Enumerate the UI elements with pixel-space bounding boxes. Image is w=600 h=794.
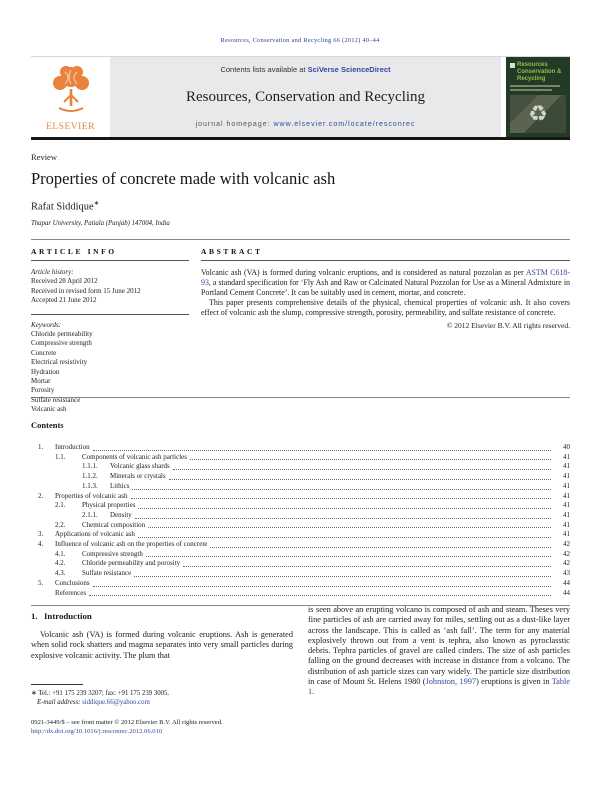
toc-label: Minerals or crystals [110,472,166,481]
toc-entry[interactable] [31,511,570,521]
toc-entry[interactable] [31,540,570,550]
keywords-label: Keywords: [31,320,62,329]
abstract-text: , a standard specification for ‘Fly Ash and Raw or Calcinated Natural Pozzolan for Use as a Mineral Admixture in Portland Cement Concrete’. It can be suitably used in cement, mortar, and concrete. [201,278,570,297]
toc-entry[interactable] [31,559,570,569]
article-info-section [31,247,189,414]
toc-label: Chloride permeability and porosity [82,559,181,568]
article-title-section [31,152,570,240]
section-number: 1. [31,611,38,621]
toc-entry[interactable] [31,462,570,472]
keyword-item: Electrical resistivity [31,358,88,367]
issn-line: 0921-3449/$ – see front matter © 2012 Elsevier B.V. All rights reserved. [31,719,223,726]
abstract-paragraph-2: This paper presents comprehensive details of the physical, chemical properties of volcanic ash. It also covers effect of volcanic ash the slump, compressive strength, porosity, permeability, and sulfate resistance of concrete. [201,298,570,317]
toc-leader-dots [93,443,551,451]
toc-entry[interactable] [31,589,570,599]
abstract-paragraph-1 [201,268,570,298]
toc-list [31,443,570,598]
contents-availability-line [220,65,390,74]
journal-title: Resources, Conservation and Recycling [185,89,426,105]
toc-page-number: 42 [563,540,570,549]
toc-label: Compressive strength [82,549,143,558]
body-text: ) eruptions is given in [476,677,552,687]
toc-entry[interactable] [31,453,570,463]
keyword-item: Compressive strength [31,339,92,348]
toc-page-number: 41 [563,491,570,500]
toc-leader-dots [173,462,551,470]
toc-page-number: 41 [563,452,570,461]
keyword-item: Mortar [31,377,51,386]
toc-page-number: 44 [563,578,570,587]
toc-label: Conclusions [55,578,90,587]
footnote-email-line [31,698,293,707]
toc-page-number: 41 [563,462,570,471]
table-of-contents-section [31,420,570,606]
article-type-label: Review [31,152,57,162]
cover-artwork [510,95,566,133]
copyright-notice: © 2012 Elsevier B.V. All rights reserved. [446,321,570,330]
article-info-heading: ARTICLE INFO [31,247,189,261]
cover-editor-line [510,85,560,87]
toc-number: 3. [38,530,44,539]
toc-leader-dots [89,589,551,597]
article-history-list [31,277,189,305]
toc-leader-dots [135,511,551,519]
elsevier-logo [31,57,110,137]
abstract-text: Volcanic ash (VA) is formed during volcanic eruptions, and is considered as natural pozzolan as per [201,268,526,277]
toc-leader-dots [210,540,551,548]
toc-entry[interactable] [31,501,570,511]
toc-leader-dots [183,559,551,567]
toc-number: 4. [38,540,44,549]
toc-page-number: 41 [563,520,570,529]
footnote-tel: ∗ Tel.: +91 175 239 3207; fax: +91 175 239 3005. [31,690,170,697]
toc-label: Physical properties [82,501,136,510]
toc-leader-dots [132,482,551,490]
cover-title-line: Recycling [517,76,546,82]
cover-title-line: Conservation & [517,69,562,75]
journal-citation: Resources, Conservation and Recycling 66 (2012) 40–44 [220,37,380,44]
history-item: Received in revised form 15 June 2012 [31,286,141,295]
keyword-item: Sulfate resistance [31,395,81,404]
toc-label: Components of volcanic ash particles [82,452,187,461]
elsevier-tree-icon [44,62,98,121]
toc-label: References [55,588,87,597]
abstract-section [201,247,570,397]
toc-number: 1. [38,443,44,451]
cover-editor-line [510,89,552,91]
toc-leader-dots [169,472,551,480]
toc-number: 2.2. [55,520,66,529]
toc-entry[interactable] [31,521,570,531]
toc-label: Volcanic glass shards [110,462,170,471]
keyword-item: Chloride permeability [31,330,93,339]
toc-number: 4.2. [55,559,66,568]
toc-page-number: 41 [563,530,570,539]
toc-entry[interactable] [31,569,570,579]
toc-leader-dots [138,501,551,509]
toc-leader-dots [131,492,551,500]
keyword-item: Porosity [31,386,55,395]
author-affiliation: Thapar University, Patiala (Punjab) 147004, India [31,219,170,227]
toc-page-number: 44 [563,588,570,597]
section-title: Introduction [44,611,92,621]
footnote-rule [31,684,83,685]
journal-homepage-link[interactable]: www.elsevier.com/locate/resconrec [273,121,416,128]
history-item: Accepted 21 June 2012 [31,296,97,305]
toc-number: 1.1.2. [82,472,98,481]
toc-leader-dots [138,530,551,538]
toc-number: 2. [38,491,44,500]
keyword-item: Hydration [31,367,60,376]
cover-logo-mark [510,63,515,68]
toc-page-number: 41 [563,472,570,481]
toc-number: 1.1. [55,452,66,461]
toc-entry[interactable] [31,443,570,453]
toc-page-number: 41 [563,501,570,510]
citation-link-johnston[interactable]: Johnston, 1997 [425,677,477,687]
toc-label: Sulfate resistance [82,569,132,578]
toc-page-number: 41 [563,510,570,519]
toc-entry[interactable] [31,579,570,589]
journal-cover-thumbnail [506,57,570,137]
right-column [308,605,570,698]
contents-availability-text: Contents lists available at [220,65,308,74]
toc-number: 5. [38,578,44,587]
toc-label: Introduction [55,443,90,451]
keywords-list [31,330,189,415]
toc-leader-dots [148,521,551,529]
toc-page-number: 40 [563,443,570,451]
body-text: . [312,687,315,697]
toc-leader-dots [146,550,551,558]
toc-number: 1.1.1. [82,462,98,471]
keywords-divider [31,314,189,315]
keyword-item: Volcanic ash [31,405,67,414]
keyword-item: Concrete [31,348,57,357]
section-heading [31,611,293,621]
toc-label: Density [110,510,132,519]
contents-heading: Contents [31,420,64,430]
toc-page-number: 43 [563,569,570,578]
toc-label: Properties of volcanic ash [55,491,128,500]
sciverse-sciencedirect-link[interactable]: SciVerse ScienceDirect [307,65,391,74]
journal-header [31,56,570,140]
toc-entry[interactable] [31,492,570,502]
toc-entry[interactable] [31,482,570,492]
toc-number: 1.1.3. [82,481,98,490]
issn-copyright-block [31,718,351,736]
toc-entry[interactable] [31,550,570,560]
toc-leader-dots [93,579,551,587]
author-name: Rafat Siddique [31,201,94,213]
toc-label: Applications of volcanic ash [55,530,135,539]
toc-page-number: 42 [563,559,570,568]
footnote-email-link[interactable]: siddique.66@yahoo.com [82,699,150,707]
toc-entry[interactable] [31,530,570,540]
toc-page-number: 42 [563,549,570,558]
abstract-heading: ABSTRACT [201,247,570,261]
doi-link[interactable]: http://dx.doi.org/10.1016/j.resconrec.2012.06.010 [31,728,163,736]
toc-page-number: 41 [563,481,570,490]
toc-label: Lithics [110,481,130,490]
intro-paragraph-right [308,605,570,698]
header-band [110,57,501,137]
toc-leader-dots [134,569,551,577]
toc-label: Chemical composition [82,520,146,529]
cover-title [517,62,561,83]
toc-number: 4.3. [55,569,66,578]
page-title: Properties of concrete made with volcanic ash [31,169,336,188]
author-line [31,199,570,213]
toc-number: 2.1. [55,501,66,510]
intro-paragraph-left: Volcanic ash (VA) is formed during volcanic eruptions. Ash is generated when solid rock shatters and magma separates into very small particles during explosive volcanic activity. The plum that [31,630,293,660]
toc-number: 2.1.1. [82,510,98,519]
table1-link[interactable]: Table 1 [308,677,570,697]
toc-number: 4.1. [55,549,66,558]
body-text: is seen above an erupting volcano is composed of ash and steam. Theses very fine particles of ash are carried away for miles, settling out as a dust-like layer across the landscape. This is called as ‘ash fall’. The term for any material explosively thrown out from a vent is tephra, also known as pyroclasstic debris. Tephra particles of gravel are called cinders. The size of ash particles falling on the ground decreases with increase in distance from a volcano. The distribution of ash particle sizes can vary widely. The particle size distribution in case of Mount St. Helens 1980 ( [308,605,570,687]
footnote-email-label: E-mail address: [37,699,83,707]
toc-leader-dots [190,453,551,461]
journal-homepage-line [196,121,416,128]
footnote-block [31,684,293,708]
toc-label: Influence of volcanic ash on the properties of concrete [55,540,208,549]
astm-standard-link[interactable]: ASTM C618-93 [201,268,570,287]
history-item: Received 28 April 2012 [31,277,98,286]
info-abstract-section [31,247,570,414]
elsevier-logo-text: ELSEVIER [46,122,95,132]
toc-entry[interactable] [31,472,570,482]
journal-homepage-label: journal homepage: [195,121,274,128]
author-corresponding-mark: ∗ [93,200,100,207]
article-history-label: Article history: [31,268,74,276]
cover-title-line: Resources [517,62,548,68]
recycle-icon: ♻ [528,101,548,126]
